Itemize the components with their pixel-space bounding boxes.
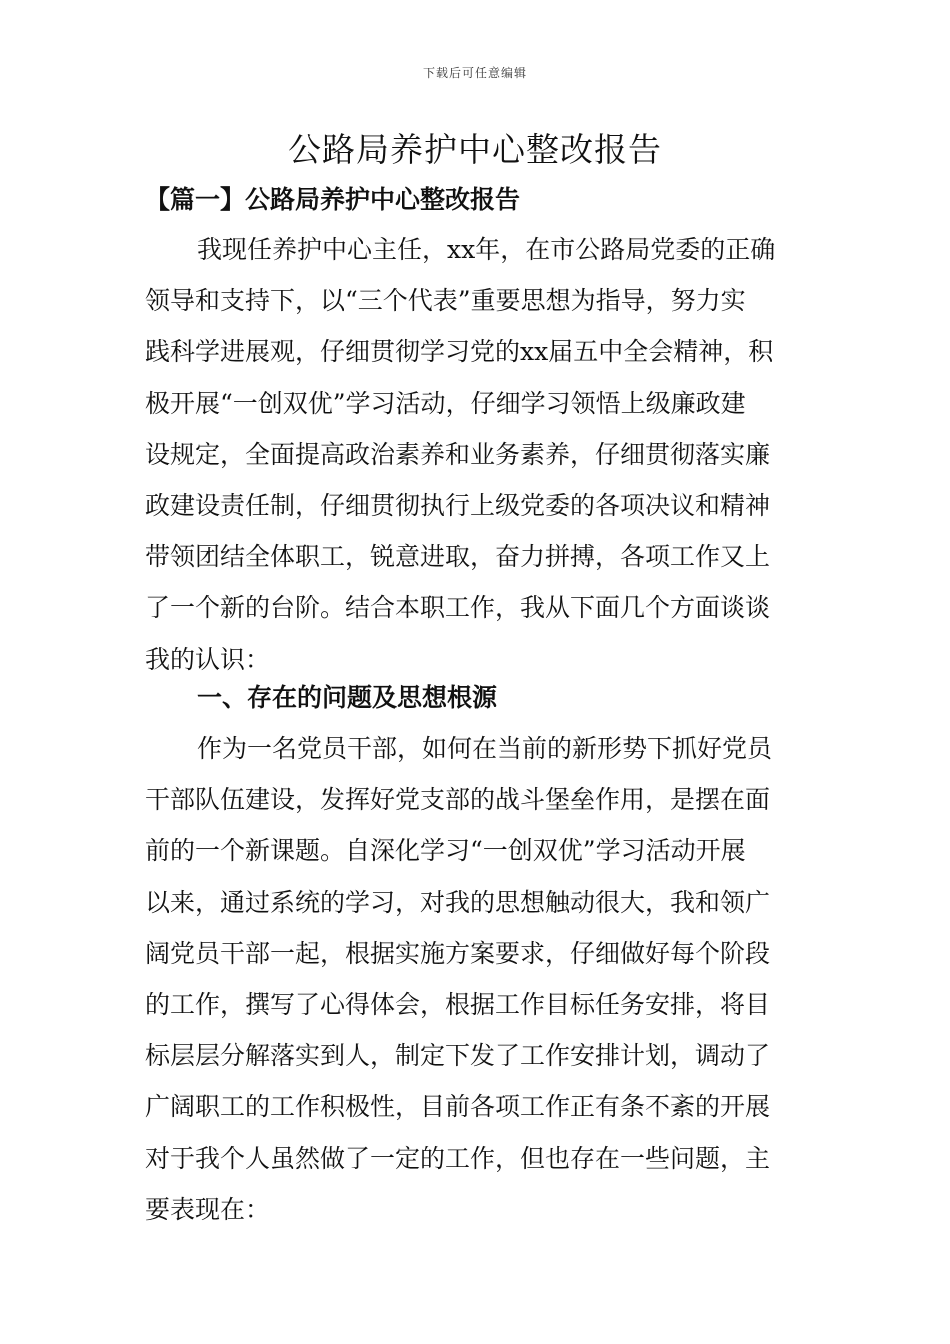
paragraph-line: 干部队伍建设，发挥好党支部的战斗堡垒作用，是摆在面 xyxy=(145,785,771,815)
paragraph-line: 了一个新的台阶。结合本职工作，我从下面几个方面谈谈 xyxy=(145,593,771,623)
paragraph-line: 广阔职工的工作积极性，目前各项工作正有条不紊的开展 xyxy=(145,1092,771,1122)
page-title: 公路局养护中心整改报告 xyxy=(288,130,662,169)
paragraph-line: 作为一名党员干部，如何在当前的新形势下抓好党员 xyxy=(197,734,773,763)
paragraph-line: 的工作，撰写了心得体会，根据工作目标任务安排，将目 xyxy=(145,990,771,1020)
paragraph-1 xyxy=(145,224,807,685)
paragraph-line: 政建设责任制，仔细贯彻执行上级党委的各项决议和精神 xyxy=(145,491,771,521)
paragraph-line: 我现任养护中心主任，xx年，在市公路局党委的正确 xyxy=(197,235,776,264)
paragraph-line: 践科学进展观，仔细贯彻学习党的xx届五中全会精神，积 xyxy=(145,337,774,367)
paragraph-line: 对于我个人虽然做了一定的工作，但也存在一些问题，主 xyxy=(145,1143,771,1173)
paragraph-line: 设规定，全面提高政治素养和业务素养，仔细贯彻落实廉 xyxy=(145,439,771,469)
paragraph-line: 领导和支持下，以“三个代表”重要思想为指导，努力实 xyxy=(145,286,746,316)
paragraph-2 xyxy=(145,723,807,1235)
paragraph-line: 标层层分解落实到人，制定下发了工作安排计划，调动了 xyxy=(145,1041,771,1071)
section-heading: 【篇一】公路局养护中心整改报告 xyxy=(145,185,521,214)
paragraph-line: 阔党员干部一起，根据实施方案要求，仔细做好每个阶段 xyxy=(145,938,771,968)
paragraph-line: 以来，通过系统的学习，对我的思想触动很大，我和领广 xyxy=(145,887,771,917)
paragraph-line: 要表现在： xyxy=(145,1194,271,1224)
paragraph-line: 极开展“一创双优”学习活动，仔细学习领悟上级廉政建 xyxy=(145,388,746,418)
paragraph-line: 我的认识： xyxy=(145,644,271,674)
subheading: 一、存在的问题及思想根源 xyxy=(197,683,498,712)
paragraph-line: 前的一个新课题。自深化学习“一创双优”学习活动开展 xyxy=(145,836,746,866)
paragraph-line: 带领团结全体职工，锐意进取，奋力拼搏，各项工作又上 xyxy=(145,542,771,572)
header-note: 下载后可任意编辑 xyxy=(422,66,527,80)
